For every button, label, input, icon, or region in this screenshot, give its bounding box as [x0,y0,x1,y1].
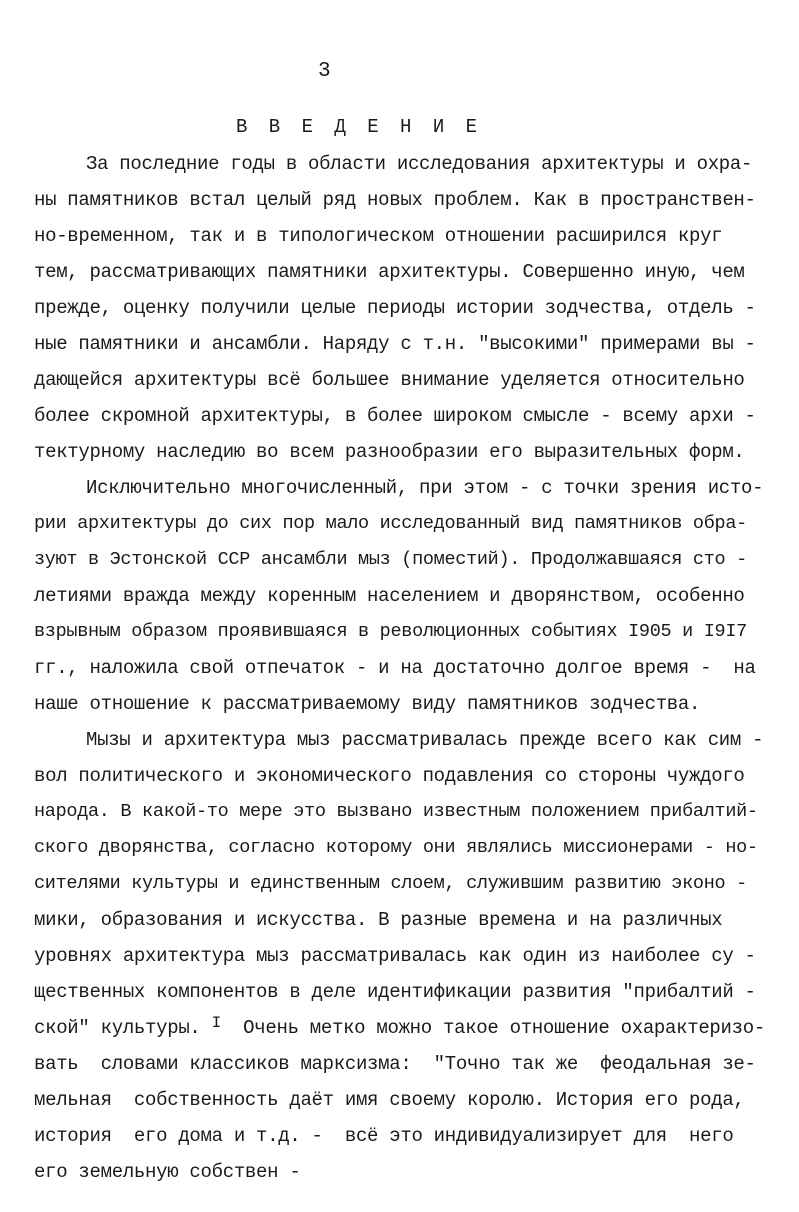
text-line: зуют в Эстонской ССР ансамбли мыз (поместий). Продолжавшаяся сто - [34,549,747,570]
text-line: более скромной архитектуры, в более широком смысле - всему архи - [34,405,756,427]
text-segment: Очень метко можно такое отношение охарактеризо- [220,1017,765,1039]
text-line: дающейся архитектуры всё большее внимание уделяется относительно [34,369,745,391]
text-line: мики, образования и искусства. В разные времена и на различных [34,909,723,931]
text-line: Мызы и архитектура мыз рассматривалась прежде всего как сим - [86,729,764,751]
text-line: ского дворянства, согласно которому они являлись миссионерами - но- [34,837,758,858]
text-line: щественных компонентов в деле идентификации развития "прибалтий - [34,981,756,1003]
text-segment: ской" культуры. [34,1017,201,1039]
text-line: история его дома и т.д. - всё это индивидуализирует для него [34,1125,734,1147]
text-line: но-временном, так и в типологическом отношении расширился круг [34,225,723,247]
text-line: ны памятников встал целый ряд новых проблем. Как в пространствен- [34,189,756,211]
text-line: народа. В какой-то мере это вызвано известным положением прибалтий- [34,801,758,822]
footnote-marker: I [211,1014,221,1032]
text-line: наше отношение к рассматриваемому виду памятников зодчества. [34,693,701,715]
text-line: сителями культуры и единственным слоем, служившим развитию эконо - [34,873,747,894]
text-line: рии архитектуры до сих пор мало исследованный вид памятников обра- [34,513,747,534]
text-line: За последние годы в области исследования архитектуры и охра- [86,153,753,175]
text-line: уровнях архитектура мыз рассматривалась как один из наиболее су - [34,945,756,967]
text-line-with-footnote [34,1014,765,1039]
text-line: Исключительно многочисленный, при этом - с точки зрения исто- [86,477,764,499]
text-line: летиями вражда между коренным населением и дворянством, особенно [34,585,745,607]
text-line: тектурному наследию во всем разнообразии его выразительных форм. [34,441,745,463]
text-line: мельная собственность даёт имя своему королю. История его рода, [34,1089,745,1111]
text-line: тем, рассматривающих памятники архитектуры. Совершенно иную, чем [34,261,745,283]
page-number: 3 [318,60,331,83]
text-line: вол политического и экономического подавления со стороны чуждого [34,765,745,787]
text-line: его земельную собствен - [34,1161,301,1183]
text-line: гг., наложила свой отпечаток - и на достаточно долгое время - на [34,657,756,679]
text-line: вать словами классиков марксизма: "Точно так же феодальная зе- [34,1053,756,1075]
text-line: взрывным образом проявившаяся в революционных событиях I905 и I9I7 [34,621,747,642]
text-line: ные памятники и ансамбли. Наряду с т.н. "высокими" примерами вы - [34,333,756,355]
section-heading: В В Е Д Е Н И Е [236,116,483,138]
text-line: прежде, оценку получили целые периоды истории зодчества, отдель - [34,297,756,319]
